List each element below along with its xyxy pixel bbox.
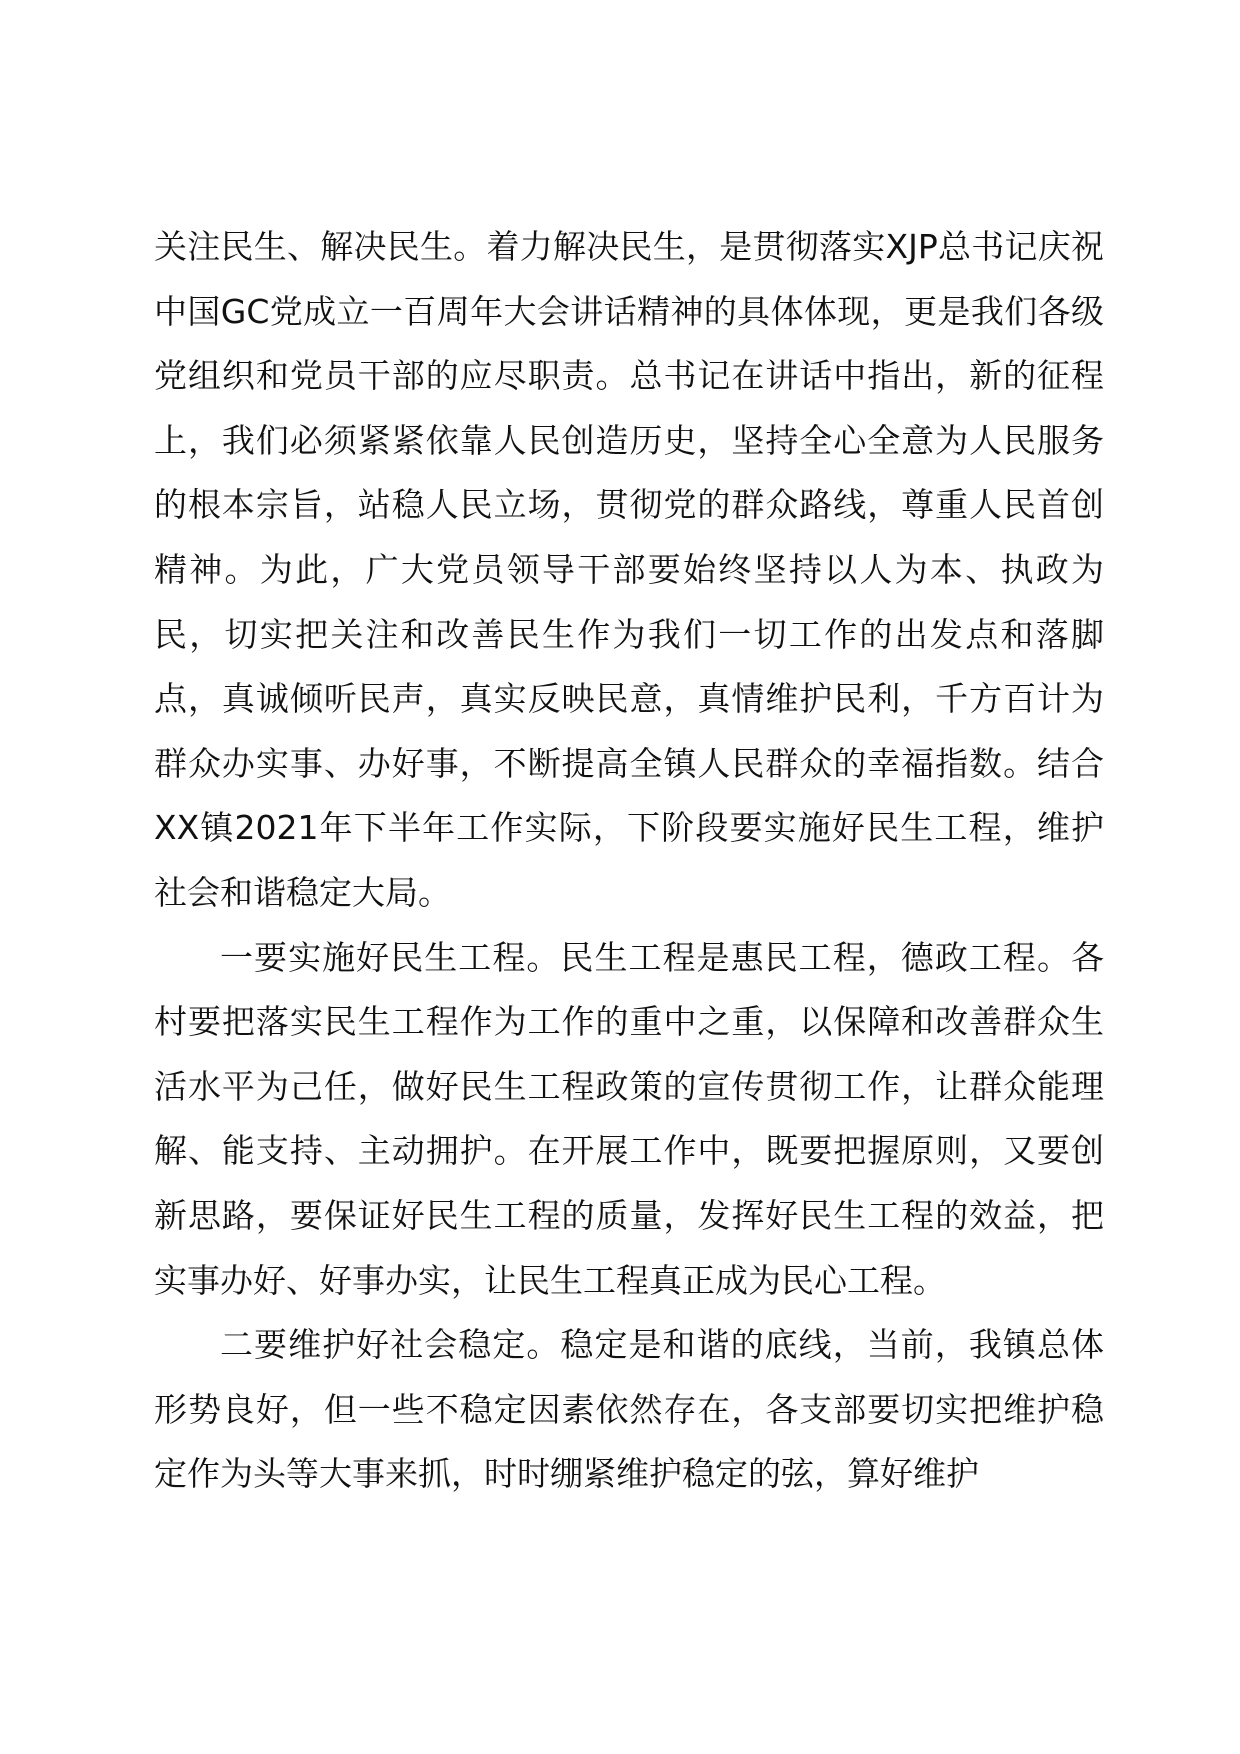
document-body: [154, 215, 1104, 1507]
paragraph-social-stability: 二要维护好社会稳定。稳定是和谐的底线，当前，我镇总体形势良好，但一些不稳定因素依然存在，各支部要切实把维护稳定作为头等大事来抓，时时绷紧维护稳定的弦，算好维护: [154, 1325, 1104, 1494]
paragraph-intro: 关注民生、解决民生。着力解决民生，是贯彻落实XJP总书记庆祝中国GC党成立一百周年大会讲话精神的具体体现，更是我们各级党组织和党员干部的应尽职责。总书记在讲话中指出，新的征程上，我们必须紧紧依靠人民创造历史，坚持全心全意为人民服务的根本宗旨，站稳人民立场，贯彻党的群众路线，尊重人民首创精神。为此，广大党员领导干部要始终坚持以人为本、执政为民，切实把关注和改善民生作为我们一切工作的出发点和落脚点，真诚倾听民声，真实反映民意，真情维护民利，千方百计为群众办实事、办好事，不断提高全镇人民群众的幸福指数。结合XX镇2021年下半年工作实际，下阶段要实施好民生工程，维护社会和谐稳定大局。: [154, 227, 1104, 912]
paragraph-livelihood-project: 一要实施好民生工程。民生工程是惠民工程，德政工程。各村要把落实民生工程作为工作的重中之重，以保障和改善群众生活水平为己任，做好民生工程政策的宣传贯彻工作，让群众能理解、能支持、主动拥护。在开展工作中，既要把握原则，又要创新思路，要保证好民生工程的质量，发挥好民生工程的效益，把实事办好、好事办实，让民生工程真正成为民心工程。: [154, 937, 1104, 1300]
